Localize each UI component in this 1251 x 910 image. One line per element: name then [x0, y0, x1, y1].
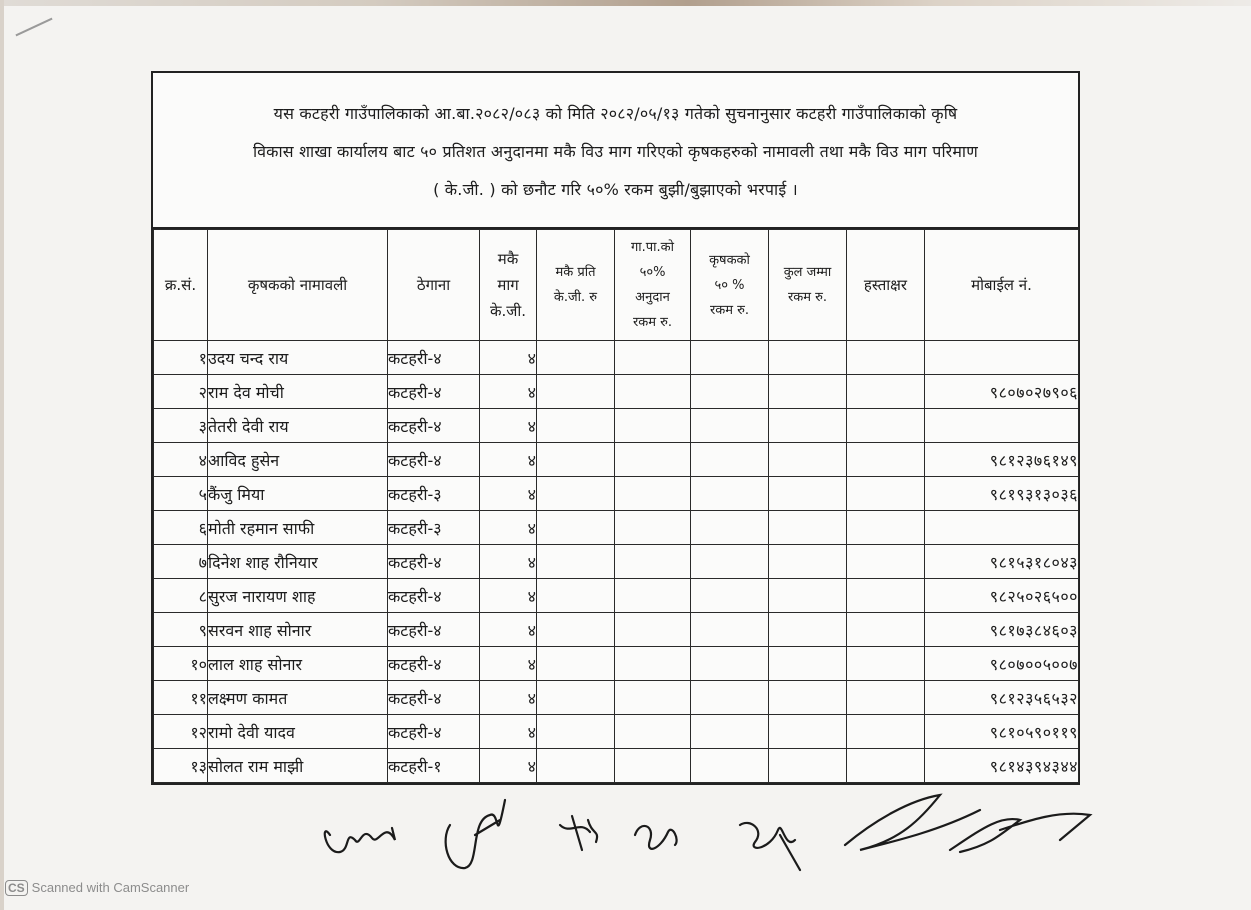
row-sn: ३: [154, 409, 208, 443]
row-qty: ४: [480, 545, 537, 579]
row-total: [769, 375, 847, 409]
row-rate: [537, 715, 615, 749]
notice-header: [153, 73, 1078, 229]
row-rate: [537, 477, 615, 511]
row-qty: ४: [480, 511, 537, 545]
row-name: तेतरी देवी राय: [208, 409, 388, 443]
row-farmer-share: [691, 647, 769, 681]
col-mobile: मोबाईल नं.: [925, 230, 1079, 341]
row-farmer-share: [691, 579, 769, 613]
row-name: सरवन शाह सोनार: [208, 613, 388, 647]
row-mobile: ९८०७००५००७: [925, 647, 1079, 681]
row-mobile: [925, 409, 1079, 443]
row-mobile: ९८१५३१८०४३: [925, 545, 1079, 579]
row-qty: ४: [480, 579, 537, 613]
table-row: [154, 409, 1079, 443]
row-mobile: [925, 511, 1079, 545]
row-sn: ६: [154, 511, 208, 545]
row-total: [769, 409, 847, 443]
row-signature: [847, 545, 925, 579]
row-name: लक्ष्मण कामत: [208, 681, 388, 715]
table-header-row: [154, 230, 1079, 341]
table-body: [154, 341, 1079, 783]
row-farmer-share: [691, 341, 769, 375]
row-total: [769, 715, 847, 749]
row-mobile: [925, 341, 1079, 375]
table-row: [154, 443, 1079, 477]
col-qty: मकै माग के.जी.: [480, 230, 537, 341]
col-sn: क्र.सं.: [154, 230, 208, 341]
table-row: [154, 681, 1079, 715]
row-mobile: ९८२५०२६५००: [925, 579, 1079, 613]
row-subsidy: [615, 545, 691, 579]
row-total: [769, 613, 847, 647]
row-total: [769, 749, 847, 783]
signature-7: [950, 814, 1090, 852]
table-row: [154, 375, 1079, 409]
farmer-table: [153, 229, 1079, 783]
signature-6: [845, 795, 980, 850]
row-name: रामो देवी यादव: [208, 715, 388, 749]
camscanner-watermark: [5, 880, 189, 896]
row-subsidy: [615, 341, 691, 375]
row-subsidy: [615, 511, 691, 545]
row-qty: ४: [480, 409, 537, 443]
row-name: सुरज नारायण शाह: [208, 579, 388, 613]
row-total: [769, 681, 847, 715]
row-signature: [847, 715, 925, 749]
row-name: कैंजु मिया: [208, 477, 388, 511]
row-total: [769, 341, 847, 375]
header-line-3: ( के.जी. ) को छनौट गरि ५०% रकम बुझी/बुझाएको भरपाई ।: [433, 180, 798, 199]
row-rate: [537, 375, 615, 409]
row-qty: ४: [480, 749, 537, 783]
row-qty: ४: [480, 647, 537, 681]
row-rate: [537, 647, 615, 681]
row-sn: १३: [154, 749, 208, 783]
row-signature: [847, 579, 925, 613]
row-farmer-share: [691, 613, 769, 647]
row-name: मोती रहमान साफी: [208, 511, 388, 545]
row-sn: ७: [154, 545, 208, 579]
row-subsidy: [615, 613, 691, 647]
row-address: कटहरी-३: [388, 477, 480, 511]
row-sn: १: [154, 341, 208, 375]
row-signature: [847, 443, 925, 477]
row-total: [769, 545, 847, 579]
col-name: कृषकको नामावली: [208, 230, 388, 341]
row-name: आविद हुसेन: [208, 443, 388, 477]
row-mobile: ९८१२३७६१४९: [925, 443, 1079, 477]
row-subsidy: [615, 681, 691, 715]
row-address: कटहरी-४: [388, 341, 480, 375]
row-sn: १०: [154, 647, 208, 681]
row-total: [769, 579, 847, 613]
row-name: राम देव मोची: [208, 375, 388, 409]
row-name: सोलत राम माझी: [208, 749, 388, 783]
row-address: कटहरी-४: [388, 681, 480, 715]
row-signature: [847, 613, 925, 647]
row-qty: ४: [480, 341, 537, 375]
row-farmer-share: [691, 715, 769, 749]
row-signature: [847, 477, 925, 511]
signatures: [300, 780, 1120, 880]
col-subsidy: गा.पा.को ५०% अनुदान रकम रु.: [615, 230, 691, 341]
row-qty: ४: [480, 443, 537, 477]
row-rate: [537, 545, 615, 579]
row-farmer-share: [691, 375, 769, 409]
table-row: [154, 613, 1079, 647]
row-signature: [847, 341, 925, 375]
signature-4: [635, 826, 677, 849]
row-mobile: ९८१४३९४३४४: [925, 749, 1079, 783]
receipt-sheet: [151, 71, 1080, 785]
row-subsidy: [615, 579, 691, 613]
row-total: [769, 443, 847, 477]
table-row: [154, 749, 1079, 783]
row-rate: [537, 749, 615, 783]
col-address: ठेगाना: [388, 230, 480, 341]
table-row: [154, 511, 1079, 545]
row-farmer-share: [691, 545, 769, 579]
row-address: कटहरी-४: [388, 613, 480, 647]
row-sn: ५: [154, 477, 208, 511]
col-farmer-share: कृषकको ५० % रकम रु.: [691, 230, 769, 341]
scan-top-edge: [0, 0, 1251, 6]
row-sn: ८: [154, 579, 208, 613]
row-name: लाल शाह सोनार: [208, 647, 388, 681]
col-total: कुल जम्मा रकम रु.: [769, 230, 847, 341]
row-address: कटहरी-४: [388, 375, 480, 409]
signature-1: [325, 828, 395, 852]
row-subsidy: [615, 715, 691, 749]
row-mobile: ९८१०५९०११९: [925, 715, 1079, 749]
scan-left-edge: [0, 0, 4, 910]
row-rate: [537, 409, 615, 443]
row-farmer-share: [691, 681, 769, 715]
row-address: कटहरी-३: [388, 511, 480, 545]
watermark-text: Scanned with CamScanner: [31, 880, 190, 895]
table-row: [154, 477, 1079, 511]
row-mobile: ९८०७०२७९०६: [925, 375, 1079, 409]
row-qty: ४: [480, 477, 537, 511]
row-address: कटहरी-४: [388, 715, 480, 749]
row-name: दिनेश शाह रौनियार: [208, 545, 388, 579]
table-row: [154, 715, 1079, 749]
row-sn: ४: [154, 443, 208, 477]
row-rate: [537, 579, 615, 613]
row-subsidy: [615, 443, 691, 477]
row-farmer-share: [691, 749, 769, 783]
row-subsidy: [615, 477, 691, 511]
row-address: कटहरी-१: [388, 749, 480, 783]
row-signature: [847, 375, 925, 409]
row-mobile: ९८१२३५६५३२: [925, 681, 1079, 715]
row-sn: ११: [154, 681, 208, 715]
row-sn: १२: [154, 715, 208, 749]
row-farmer-share: [691, 443, 769, 477]
signature-scribbles: [300, 780, 1120, 880]
row-address: कटहरी-४: [388, 409, 480, 443]
row-sn: ९: [154, 613, 208, 647]
row-mobile: ९८१७३८४६०३: [925, 613, 1079, 647]
table-row: [154, 647, 1079, 681]
signature-5: [740, 823, 800, 870]
row-subsidy: [615, 375, 691, 409]
row-qty: ४: [480, 715, 537, 749]
signature-3: [560, 816, 597, 850]
row-subsidy: [615, 647, 691, 681]
row-address: कटहरी-४: [388, 579, 480, 613]
table-row: [154, 545, 1079, 579]
pen-mark: [15, 18, 52, 37]
row-signature: [847, 749, 925, 783]
camscanner-logo: CS: [5, 880, 28, 896]
row-rate: [537, 613, 615, 647]
row-address: कटहरी-४: [388, 443, 480, 477]
row-signature: [847, 511, 925, 545]
row-mobile: ९८१९३१३०३६: [925, 477, 1079, 511]
row-total: [769, 647, 847, 681]
row-rate: [537, 341, 615, 375]
col-rate: मकै प्रति के.जी. रु: [537, 230, 615, 341]
col-signature: हस्ताक्षर: [847, 230, 925, 341]
row-signature: [847, 647, 925, 681]
row-subsidy: [615, 749, 691, 783]
row-signature: [847, 681, 925, 715]
table-row: [154, 341, 1079, 375]
row-farmer-share: [691, 409, 769, 443]
row-total: [769, 477, 847, 511]
row-name: उदय चन्द राय: [208, 341, 388, 375]
row-signature: [847, 409, 925, 443]
row-address: कटहरी-४: [388, 545, 480, 579]
row-address: कटहरी-४: [388, 647, 480, 681]
row-sn: २: [154, 375, 208, 409]
row-qty: ४: [480, 681, 537, 715]
row-qty: ४: [480, 613, 537, 647]
row-subsidy: [615, 409, 691, 443]
row-total: [769, 511, 847, 545]
row-qty: ४: [480, 375, 537, 409]
row-rate: [537, 443, 615, 477]
row-farmer-share: [691, 511, 769, 545]
row-farmer-share: [691, 477, 769, 511]
signature-2: [446, 800, 505, 868]
header-line-2: विकास शाखा कार्यालय बाट ५० प्रतिशत अनुदानमा मकै विउ माग गरिएको कृषकहरुको नामावली तथा मकै विउ माग परिमाण: [252, 142, 979, 161]
row-rate: [537, 511, 615, 545]
table-row: [154, 579, 1079, 613]
header-line-1: यस कटहरी गाउँपालिकाको आ.बा.२०८२/०८३ को मिति २०८२/०५/१३ गतेको सुचनानुसार कटहरी गाउँपालिकाको कृषि: [273, 104, 958, 123]
row-rate: [537, 681, 615, 715]
